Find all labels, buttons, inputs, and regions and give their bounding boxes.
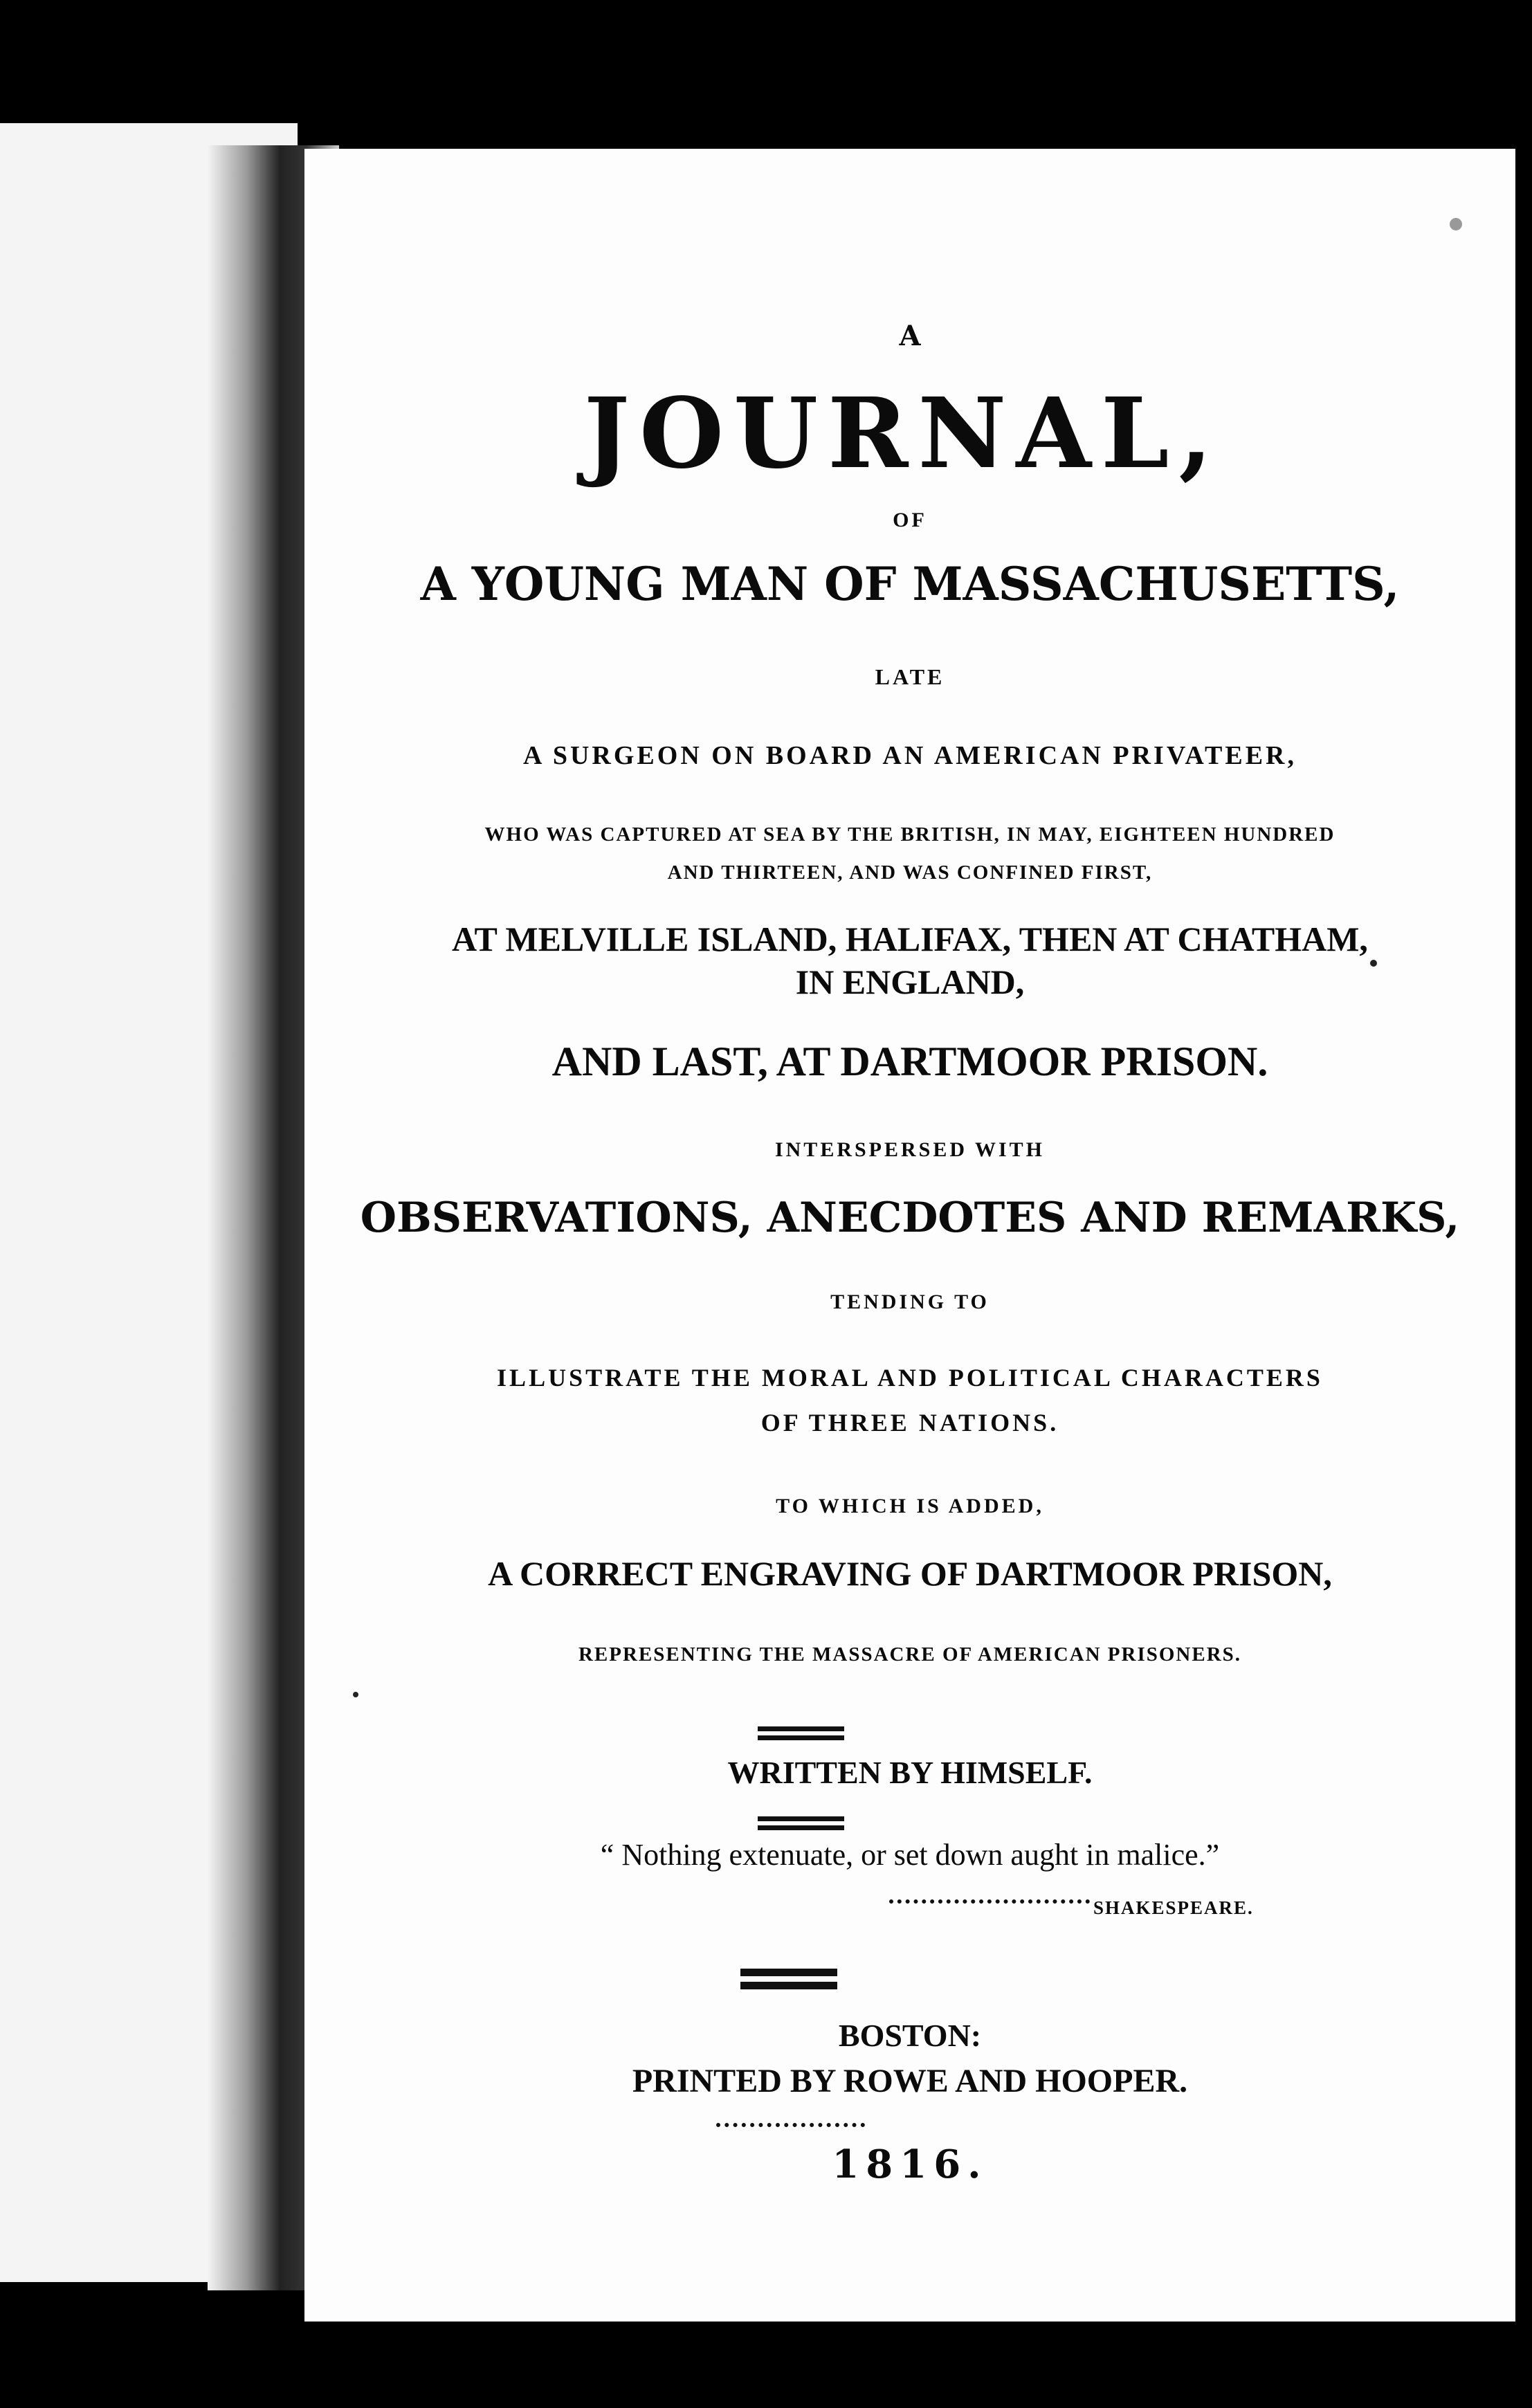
imprint-year: 1816. — [832, 2142, 988, 2187]
representing-line: REPRESENTING THE MASSACRE OF AMERICAN PRISONERS. — [578, 1643, 1242, 1666]
paper-speck — [1370, 960, 1377, 967]
epigraph-leader-dots — [889, 1899, 1090, 1904]
interspersed-label: INTERSPERSED WITH — [774, 1138, 1046, 1161]
subject-line: A YOUNG MAN OF MASSACHUSETTS, — [420, 557, 1400, 611]
illustrate-line-1: ILLUSTRATE THE MORAL AND POLITICAL CHARACTERS — [497, 1364, 1323, 1392]
imprint-printer: PRINTED BY ROWE AND HOOPER. — [632, 2063, 1188, 2099]
epigraph-author: SHAKESPEARE. — [1093, 1897, 1254, 1918]
imprint-city: BOSTON: — [838, 2018, 982, 2053]
places-line-1: AT MELVILLE ISLAND, HALIFAX, THEN AT CHATHAM, — [452, 920, 1368, 958]
engraving-line: A CORRECT ENGRAVING OF DARTMOOR PRISON, — [488, 1554, 1332, 1593]
observations-line: OBSERVATIONS, ANECDOTES AND REMARKS, — [360, 1194, 1460, 1242]
last-place-line: AND LAST, AT DARTMOOR PRISON. — [551, 1039, 1268, 1084]
written-by-line: WRITTEN BY HIMSELF. — [727, 1755, 1093, 1790]
places-line-2: IN ENGLAND, — [795, 963, 1025, 1001]
title-page — [304, 149, 1515, 2322]
imprint-dots — [716, 2123, 865, 2127]
paper-speck — [353, 1692, 358, 1697]
epigraph: “ Nothing extenuate, or set down aught in malice.” — [600, 1838, 1220, 1872]
double-rule-top — [758, 1726, 844, 1740]
double-rule-middle — [758, 1816, 844, 1830]
added-label: TO WHICH IS ADDED, — [776, 1495, 1044, 1517]
title-of: OF — [893, 509, 927, 531]
captured-line-1: WHO WAS CAPTURED AT SEA BY THE BRITISH, IN MAY, EIGHTEEN HUNDRED — [484, 823, 1335, 846]
late-label: LATE — [875, 664, 945, 689]
tending-label: TENDING TO — [830, 1290, 990, 1313]
title-article: A — [899, 320, 921, 352]
book-title: JOURNAL, — [583, 377, 1223, 491]
captured-line-2: AND THIRTEEN, AND WAS CONFINED FIRST, — [667, 861, 1153, 884]
double-rule-bottom — [740, 1969, 837, 1989]
role-line: A SURGEON ON BOARD AN AMERICAN PRIVATEER, — [523, 741, 1297, 770]
paper-stain — [1450, 218, 1462, 230]
illustrate-line-2: OF THREE NATIONS. — [760, 1409, 1059, 1436]
